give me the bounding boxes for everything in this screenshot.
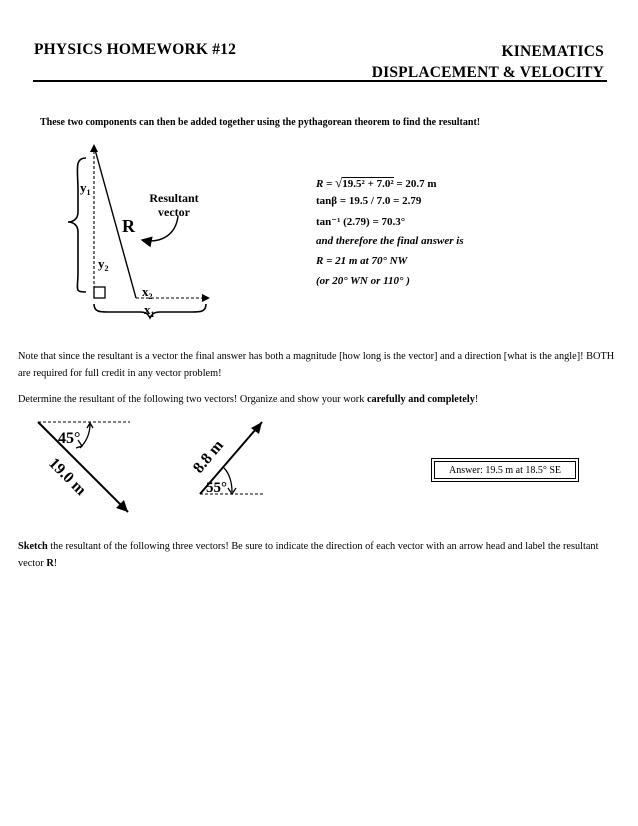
component-triangle-diagram xyxy=(60,140,220,320)
resultant-caption-line1: Resultant xyxy=(149,191,199,205)
equation-alternate-answer: (or 20° WN or 110° ) xyxy=(316,275,410,287)
v1-length-label: 19.0 m xyxy=(45,454,90,499)
sketch-instruction: Sketch the resultant of the following three vectors! Be sure to indicate the direction of each vector with an arrow head and label the resultant vector R! xyxy=(18,541,599,569)
r-label: R xyxy=(122,216,135,236)
y-brace xyxy=(68,158,86,292)
v2-length-label: 8.8 m xyxy=(190,437,228,477)
vector-diagram-2 xyxy=(186,418,296,508)
x1-label: $x_1$ xyxy=(144,302,155,319)
v2-angle-label: 55° xyxy=(206,480,227,496)
equation-arctan: tan⁻¹ (2.79) = 70.3° xyxy=(316,216,406,228)
intro-text: These two components can then be added together using the pythagorean theorem to find the resultant! xyxy=(40,117,481,128)
resultant-caption-line2: vector xyxy=(158,205,190,219)
equation-magnitude: R = √19.5² + 7.0² = 20.7 m xyxy=(316,175,437,190)
page-title: PHYSICS HOMEWORK #12 xyxy=(34,41,237,58)
vector-diagram-1 xyxy=(30,412,170,522)
v1-angle-label: 45° xyxy=(58,430,81,447)
equation-final-answer: R = 21 m at 70° NW xyxy=(316,255,408,267)
header-rule xyxy=(33,80,607,82)
topic-heading xyxy=(372,41,604,83)
resultant-pointer-arrow xyxy=(142,216,178,241)
instruction-paragraph: Determine the resultant of the following two vectors! Organize and show your work carefully and completely! xyxy=(18,394,479,405)
y1-label: $y_1$ xyxy=(80,180,91,197)
y2-label: $y_2$ xyxy=(98,256,109,273)
x2-label: $x_2$ xyxy=(142,284,153,301)
equation-tangent: tanβ = 19.5 / 7.0 = 2.79 xyxy=(316,195,422,207)
answer-box: Answer: 19.5 m at 18.5° SE xyxy=(431,458,579,482)
note-paragraph: Note that since the resultant is a vector the final answer has both a magnitude [how long is the vector] and a direction [what is the angle]! BOTH are required for full credit in any vector problem! xyxy=(18,351,615,379)
right-angle-marker xyxy=(94,287,105,298)
topic-line-kinematics: KINEMATICS xyxy=(501,43,604,60)
equation-conclusion: and therefore the final answer is xyxy=(316,235,464,247)
topic-line-displacement: DISPLACEMENT & VELOCITY xyxy=(371,64,604,81)
